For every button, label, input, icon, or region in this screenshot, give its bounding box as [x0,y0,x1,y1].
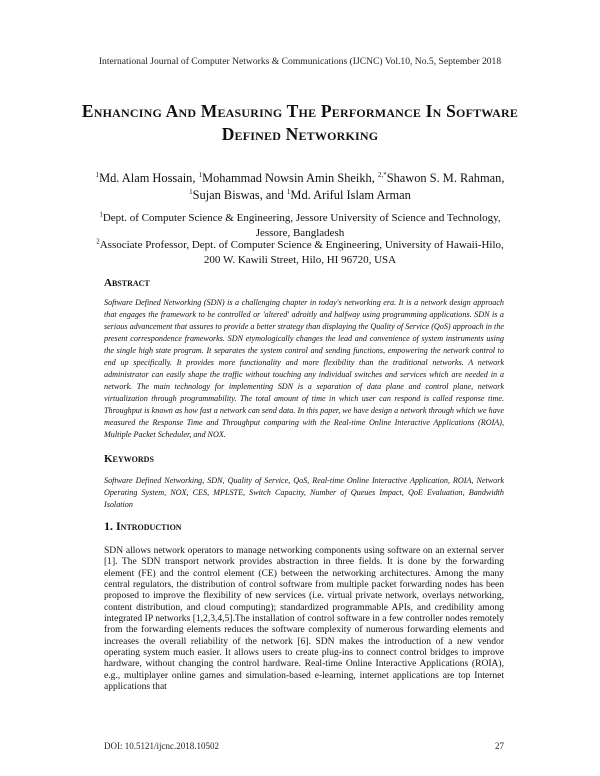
affiliation-2-text: Associate Professor, Dept. of Computer Science & Engineering, University of Hawaii-Hilo, 200 W. Kawili Street, Hilo, HI 96720, USA [99,239,504,266]
affiliation-2 [90,238,510,267]
introduction-text: SDN allows network operators to manage networking components using software on an external server [1]. The SDN transport network provides abstraction in three fields. It is done by the forwarding element (FE) and the control element (CE) between the networking architectures. Among the many central regulators, the distribution of control software from multiple packet forwarding nodes has been proposed to improve the flexibility of new services (i.e. virtual private network, overlays networking, content distribution, and cloud computing); standardized programmable APIs, and credibility among integrated IP networks [1,2,3,4,5].The installation of control software in a few controller nodes remotely from the forwarding elements reduces the software complexity of numerous forwarding elements and increases the overall reliability of the network [6]. SDN makes the introduction of a new vendor operating system much easier. It allows users to create plug-ins to connect control bridges to improve hardware, without changing the control hardware. Real-time Online Interactive Applications (ROIA), e.g., multiplayer online games and simulation-based e-learning, internet applications are top Internet applications that [104,545,504,693]
author-3-affil-mark: 2,* [377,170,387,179]
author-1-affil-mark: 1 [95,170,100,179]
author-3-name: Shawon S. M. Rahman, [386,171,505,185]
introduction-heading: 1. Introduction [104,519,182,533]
author-1-name: Md. Alam Hossain, [99,171,199,185]
abstract-heading: Abstract [104,277,150,289]
affiliation-1 [90,211,510,240]
abstract-text: Software Defined Networking (SDN) is a challenging chapter in today's networking era. It is a network design approach that engages the framework to be controlled or 'altered' adroitly and halfway using programming applications. SDN is a serious advancement that assures to provide a better strategy than displaying the Quality of Service (QoS) approach in the present correspondence frameworks. SDN etymologically changes the lead and convenience of system instruments using the single high state program. It separates the system control and sending functions, empowering the network control to end up specifically. It provides more functionality and more flexibility than the traditional networks. A network administrator can easily shape the traffic without touching any individual switches and services which are needed in a network. The main technology for implementing SDN is a separation of data plane and control plane, network virtualization through programmability. The total amount of time in which user can respond is called response time. Throughput is known as how fast a network can send data. In this paper, we have design a network through which we have measured the Response Time and Throughput comparing with the Real-time Online Interactive Applications (ROIA), Multiple Packet Scheduler, and NOX. [104,298,504,439]
affiliation-1-mark: 1 [99,210,103,219]
author-5-name: Md. Ariful Islam Arman [290,188,411,202]
author-list [90,170,510,204]
keywords-heading: Keywords [104,453,154,465]
affiliation-1-text: Dept. of Computer Science & Engineering, Jessore University of Science and Technology, Jessore, Bangladesh [102,212,501,239]
journal-header: International Journal of Computer Networks & Communications (IJCNC) Vol.10, No.5, September 2018 [98,56,502,67]
author-5-affil-mark: 1 [286,187,291,196]
author-2-name: Mohammad Nowsin Amin Sheikh, [202,171,375,185]
author-2-affil-mark: 1 [198,170,203,179]
paper-title: Enhancing And Measuring The Performance In Software Defined Networking [81,101,519,144]
author-4-name: Sujan Biswas, and [192,188,287,202]
affiliation-2-mark: 2 [96,237,100,246]
footer-doi: DOI: 10.5121/ijcnc.2018.10502 [104,741,219,751]
author-4-affil-mark: 1 [189,187,193,196]
page-number: 27 [495,741,504,751]
keywords-text: Software Defined Networking, SDN, Quality of Service, QoS, Real-time Online Interactive Application, ROIA, Network Operating System, NOX, CES, MPLSTE, Switch Capacity, Number of Queues Impact, QoE Evaluation, Bandwidth Isolation [104,476,504,509]
